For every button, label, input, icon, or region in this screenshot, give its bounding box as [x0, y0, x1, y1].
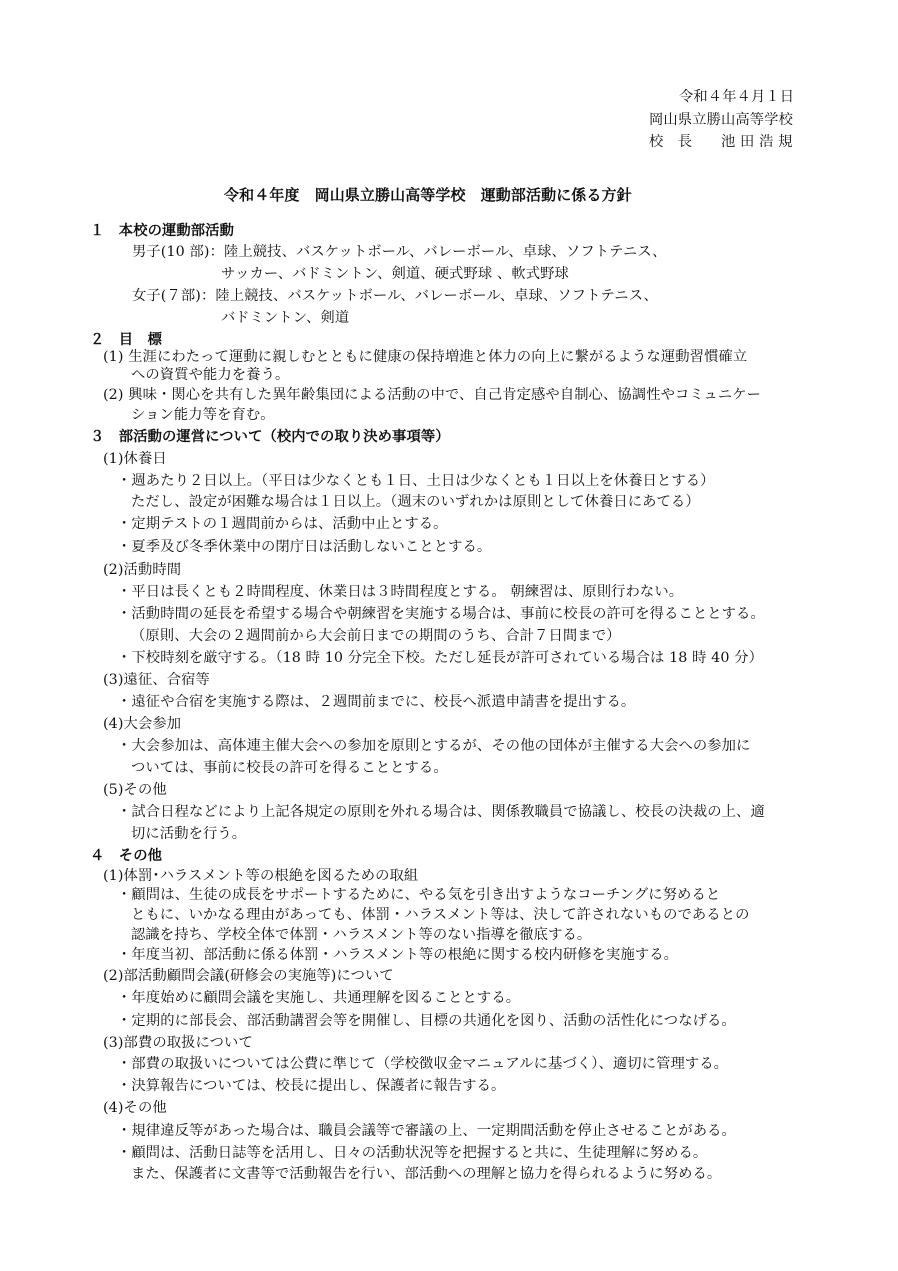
activity-hours-line-3: （原則、大会の２週間前から大会前日までの期間のうち、合計７日間まで）: [131, 628, 621, 644]
section-2-heading: ２ 目 標: [90, 332, 162, 348]
activity-hours-line-2: ・活動時間の延長を希望する場合や朝練習を実施する場合は、事前に校長の許可を得ることとする。: [117, 606, 765, 622]
activity-hours-heading: (2)活動時間: [103, 562, 182, 578]
rest-days-heading: (1)休養日: [103, 451, 167, 467]
goal-2-line-1: (2) 興味・関心を共有した異年齢集団による活動の中で、自己肯定感や自制心、協調性やコミュニケー: [103, 387, 762, 403]
tournaments-heading: (4)大会参加: [103, 716, 182, 732]
club-fees-line-2: ・決算報告については、校長に提出し、保護者に報告する。: [117, 1078, 506, 1094]
document-date: 令和４年４月１日: [679, 89, 795, 105]
harassment-line-3: 認識を持ち、学校全体で体罰・ハラスメント等のない指導を徹底する。: [131, 927, 592, 943]
section-3-other-line-1: ・試合日程などにより上記各規定の原則を外れる場合は、関係教職員で協議し、校長の決裁の上、適: [117, 804, 765, 820]
harassment-heading: (1)体罰･ハラスメント等の根絶を図るための取組: [103, 868, 419, 884]
section-1-heading: １ 本校の運動部活動: [90, 223, 234, 239]
rest-days-line-4: ・夏季及び冬季休業中の閉庁日は活動しないこととする。: [117, 539, 492, 555]
tournaments-line-1: ・大会参加は、高体連主催大会への参加を原則とするが、その他の団体が主催する大会への参加に: [117, 738, 751, 754]
rest-days-line-1: ・週あたり２日以上。（平日は少なくとも１日、土日は少なくとも１日以上を休養日とする）: [117, 473, 715, 489]
principal-name: 校 長 池 田 浩 規: [649, 134, 793, 150]
advisor-meeting-heading: (2)部活動顧問会議(研修会の実施等)について: [103, 968, 394, 984]
harassment-line-1: ・顧問は、生徒の成長をサポートするために、やる気を引き出すようなコーチングに努めると: [117, 887, 721, 903]
section-4-other-line-1: ・規律違反等があった場合は、職員会議等で審議の上、一定期間活動を停止させることがある。: [117, 1123, 736, 1139]
expeditions-line-1: ・遠征や合宿を実施する際は、２週間前までに、校長へ派遣申請書を提出する。: [117, 694, 636, 710]
boys-clubs-line-2: サッカー、バドミントン、剣道、硬式野球 、軟式野球: [221, 266, 569, 282]
school-name: 岡山県立勝山高等学校: [649, 112, 793, 128]
section-3-heading: ３ 部活動の運営について（校内での取り決め事項等）: [90, 429, 450, 445]
club-fees-heading: (3)部費の取扱について: [103, 1035, 253, 1051]
rest-days-line-2: ただし、設定が困難な場合は１日以上。（週末のいずれかは原則として休養日にあてる）: [131, 494, 700, 510]
section-4-other-line-2: ・顧問は、活動日誌等を活用し、日々の活動状況等を把握すると共に、生徒理解に努める。: [117, 1145, 708, 1161]
section-4-other-heading: (4)その他: [103, 1100, 167, 1116]
harassment-line-4: ・年度当初、部活動に係る体罰・ハラスメント等の根絶に関する校内研修を実施する。: [117, 947, 679, 963]
section-3-other-heading: (5)その他: [103, 782, 167, 798]
section-4-heading: ４ その他: [90, 848, 162, 864]
club-fees-line-1: ・部費の取扱いについては公費に準じて（学校徴収金マニュアルに基づく）、適切に管理する。: [117, 1056, 729, 1072]
advisor-meeting-line-2: ・定期的に部長会、部活動講習会等を開催し、目標の共通化を図り、活動の活性化につなげる。: [117, 1013, 736, 1029]
boys-clubs-line-1: 男子(10 部)：陸上競技、バスケットボール、バレーボール、卓球、ソフトテニス、: [132, 244, 667, 260]
document-title: 令和４年度 岡山県立勝山高等学校 運動部活動に係る方針: [224, 186, 632, 204]
activity-hours-line-1: ・平日は長くとも２時間程度、休業日は３時間程度とする。 朝練習は、原則行わない。: [117, 584, 684, 600]
goal-1-line-1: (1) 生涯にわたって運動に親しむとともに健康の保持増進と体力の向上に繋がるような運動習慣確立: [103, 349, 748, 365]
expeditions-heading: (3)遠征、合宿等: [103, 672, 210, 688]
harassment-line-2: ともに、いかなる理由があっても、体罰・ハラスメント等は、決して許されないものであるとの: [131, 907, 750, 923]
tournaments-line-2: ついては、事前に校長の許可を得ることとする。: [131, 760, 448, 776]
advisor-meeting-line-1: ・年度始めに顧問会議を実施し、共通理解を図ることとする。: [117, 990, 521, 1006]
section-3-other-line-2: 切に活動を行う。: [131, 826, 247, 842]
goal-2-line-2: ション能力等を育む。: [131, 407, 275, 423]
section-4-other-line-3: また、保護者に文書等で活動報告を行い、部活動への理解と協力を得られるように努める。: [131, 1166, 722, 1182]
goal-1-line-2: への資質や能力を養う。: [131, 367, 290, 383]
rest-days-line-3: ・定期テストの１週間前からは、活動中止とする。: [117, 516, 448, 532]
girls-clubs-line-1: 女子(７部)：陸上競技、バスケットボール、バレーボール、卓球、ソフトテニス、: [132, 288, 658, 304]
girls-clubs-line-2: バドミントン、剣道: [221, 310, 350, 326]
activity-hours-line-4: ・下校時刻を厳守する。（18 時 10 分完全下校。ただし延長が許可されている場合は 18 時 40 分）: [117, 650, 764, 666]
